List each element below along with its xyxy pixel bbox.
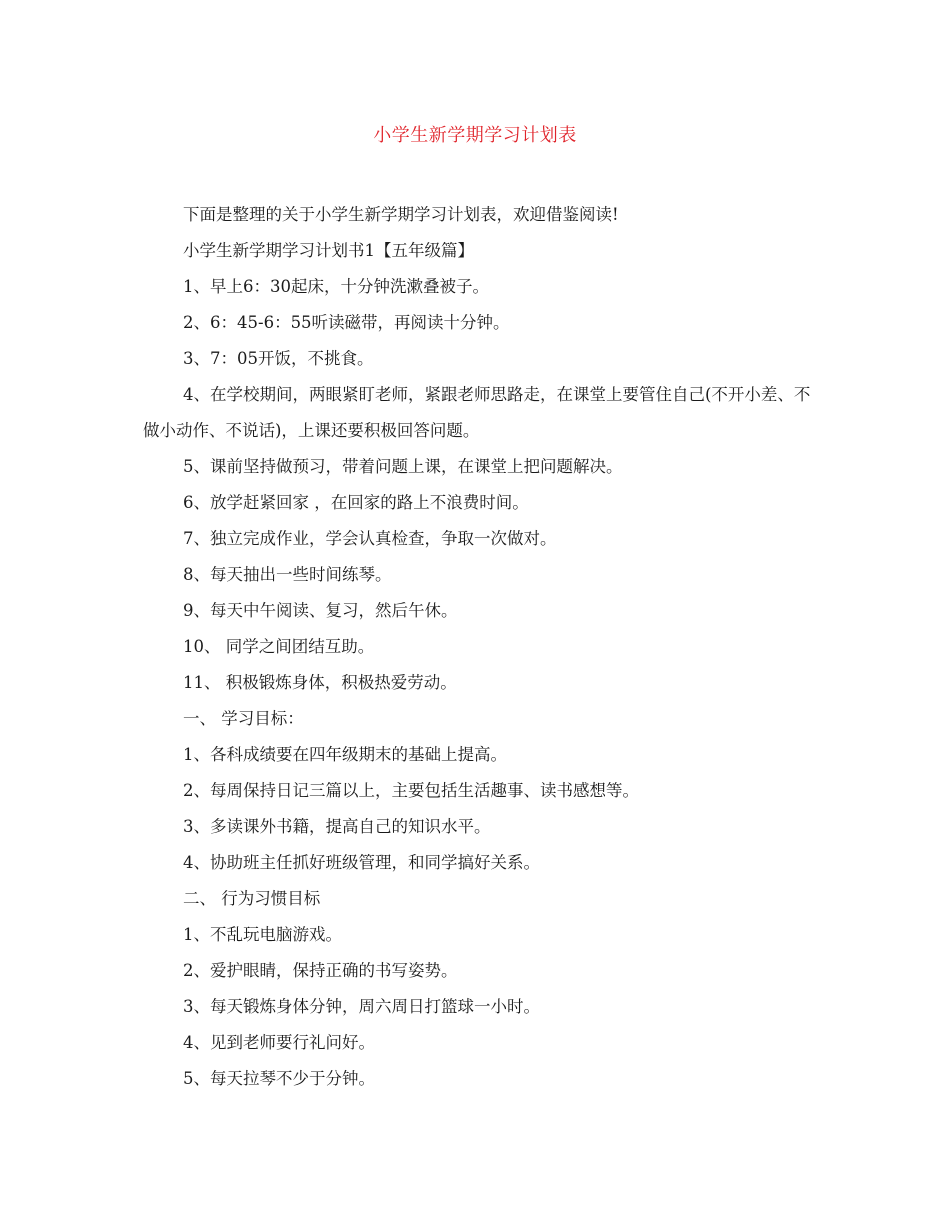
- paragraph-item: 11、 积极锻炼身体，积极热爱劳动。: [183, 673, 457, 692]
- paragraph-item: 2、爱护眼睛，保持正确的书写姿势。: [183, 961, 458, 980]
- paragraph-item: 8、每天抽出一些时间练琴。: [183, 565, 392, 584]
- paragraph-intro: 下面是整理的关于小学生新学期学习计划表，欢迎借鉴阅读!: [183, 205, 619, 224]
- document-body: [143, 197, 813, 1097]
- paragraph-item: 4、见到老师要行礼问好。: [183, 1033, 375, 1052]
- paragraph-section-heading: 小学生新学期学习计划书1【五年级篇】: [183, 241, 474, 260]
- paragraph-item: 1、不乱玩电脑游戏。: [183, 925, 342, 944]
- page-title: 小学生新学期学习计划表: [373, 125, 577, 146]
- paragraph-item: 2、6：45-6：55听读磁带，再阅读十分钟。: [183, 313, 510, 332]
- paragraph-item: 1、各科成绩要在四年级期末的基础上提高。: [183, 745, 507, 764]
- paragraph-item: 10、 同学之间团结互助。: [183, 637, 375, 656]
- paragraph-item: 3、7：05开饭，不挑食。: [183, 349, 374, 368]
- paragraph-subheading: 二、 行为习惯目标: [183, 889, 321, 908]
- paragraph-item: 4、在学校期间，两眼紧盯老师，紧跟老师思路走，在课堂上要管住自己(不开小差、不做小动作、不说话)，上课还要积极回答问题。: [143, 385, 811, 440]
- paragraph-item: 5、每天拉琴不少于分钟。: [183, 1069, 375, 1088]
- paragraph-item: 3、每天锻炼身体分钟，周六周日打篮球一小时。: [183, 997, 540, 1016]
- paragraph-item: 7、独立完成作业，学会认真检查，争取一次做对。: [183, 529, 557, 548]
- paragraph-item: 6、放学赶紧回家 ，在回家的路上不浪费时间。: [183, 493, 529, 512]
- paragraph-item: 1、早上6：30起床，十分钟洗漱叠被子。: [183, 277, 489, 296]
- paragraph-subheading: 一、 学习目标：: [183, 709, 304, 728]
- paragraph-item: 3、多读课外书籍，提高自己的知识水平。: [183, 817, 491, 836]
- paragraph-item: 2、每周保持日记三篇以上，主要包括生活趣事、读书感想等。: [183, 781, 639, 800]
- paragraph-item: 9、每天中午阅读、复习，然后午休。: [183, 601, 458, 620]
- paragraph-item: 4、协助班主任抓好班级管理，和同学搞好关系。: [183, 853, 540, 872]
- paragraph-item: 5、课前坚持做预习，带着问题上课，在课堂上把问题解决。: [183, 457, 623, 476]
